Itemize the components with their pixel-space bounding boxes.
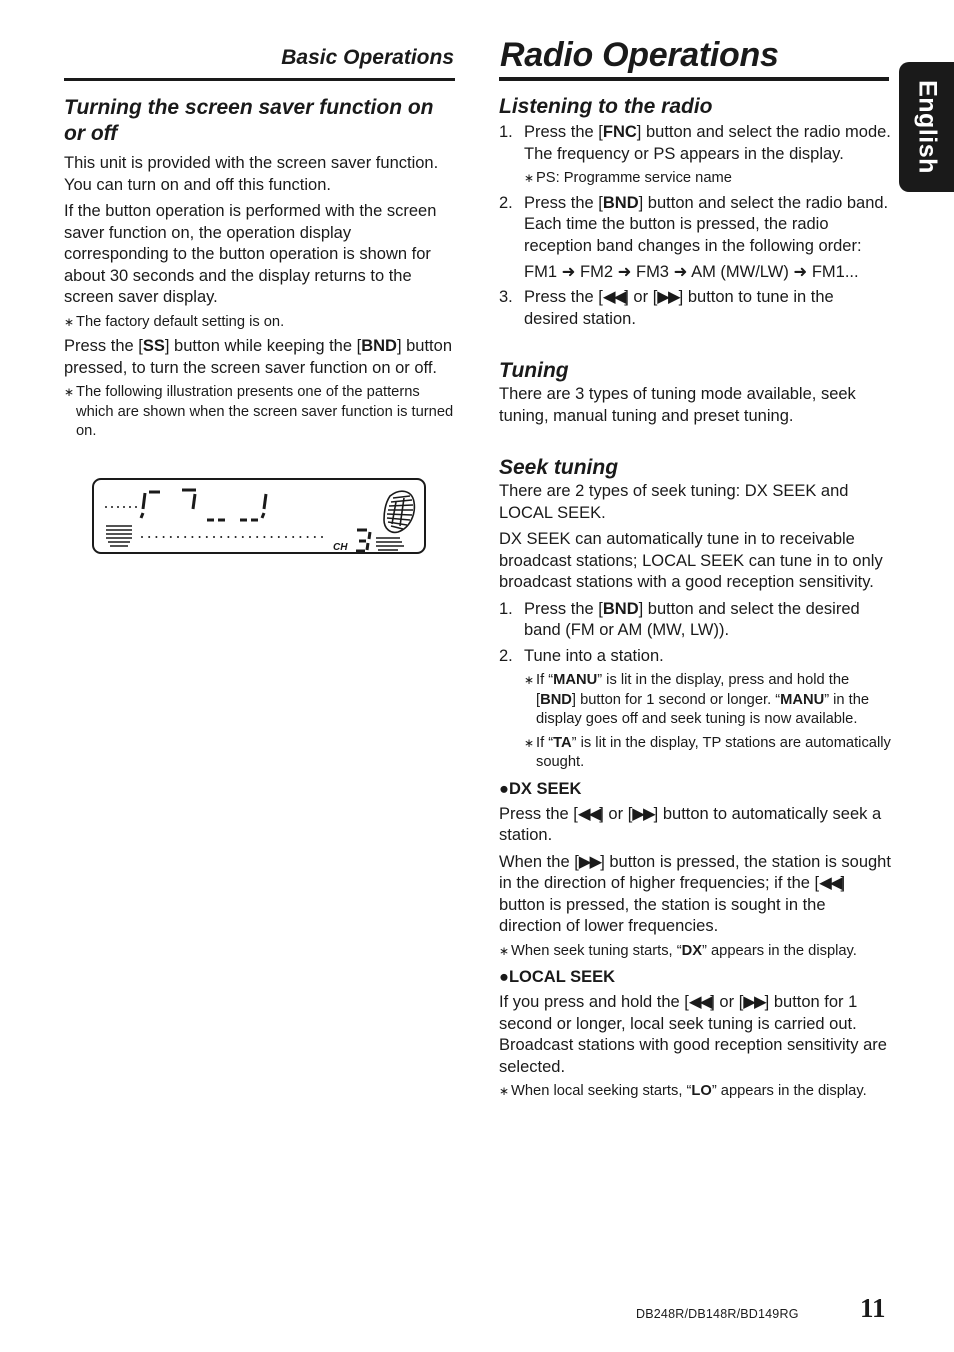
step-number: 2. [499,646,513,665]
step-number: 3. [499,288,513,306]
language-tab [899,62,954,192]
lcd-dot [148,536,150,538]
local-note: ∗ When local seeking starts, “LO” appears in the display. [499,1082,891,1102]
manu-label: MANU [780,691,825,708]
asterisk-icon: ∗ [524,171,535,185]
lcd-dot [163,536,165,538]
listening-heading: Listening to the radio [499,95,713,118]
tuning-para: There are 3 types of tuning mode available, seek tuning, manual tuning and preset tuning. [499,385,856,425]
lcd-dot [271,536,273,538]
asterisk-icon: ∗ [524,673,535,687]
bnd-button-label: BND [540,691,572,708]
ps-note [524,169,891,189]
step-number: 2. [499,193,513,212]
lcd-dot [292,536,294,538]
band-sequence: FM1 ➜ FM2 ➜ FM3 ➜ AM (MW/LW) ➜ FM1... [524,263,859,281]
lcd-dot [184,536,186,538]
seek-tuning-heading: Seek tuning [499,456,619,479]
next-seek-icon: ▶▶ [743,993,765,1011]
bnd-button-label: BND [602,193,639,212]
asterisk-icon: ∗ [524,735,535,750]
seek-step-2: 2. Tune into a station. [499,646,891,668]
lcd-dot [263,536,265,538]
dx-label: DX [681,942,703,959]
note-text: PS: Programme service name [536,170,732,186]
lcd-ch-label: CH [333,542,348,552]
lcd-dot [213,536,215,538]
note-text: The factory default setting is on. [76,313,285,330]
next-seek-icon: ▶▶ [578,852,601,871]
lcd-dot [285,536,287,538]
lcd-dot [227,536,229,538]
lcd-dot [278,536,280,538]
lo-label: LO [691,1083,712,1099]
asterisk-icon: ∗ [64,385,75,399]
next-seek-icon: ▶▶ [632,804,654,823]
dx-seek-para2: When the [▶▶] button is pressed, the station is sought in the direction of higher frequencies; if the [◀◀] button is pressed, the station is sought in the direction of lower frequencies. [499,852,891,935]
prev-seek-icon: ◀◀ [819,874,841,892]
prev-seek-icon: ◀◀ [577,804,600,823]
ss-button-label: SS [142,337,165,355]
next-seek-icon: ▶▶ [657,288,679,306]
dx-note: ∗ When seek tuning starts, “DX” appears in the display. [499,942,891,962]
illustration-note [64,383,456,442]
lcd-dot [242,536,244,538]
screen-saver-instruction: Press the [SS] button while keeping the [BND] button pressed, to turn the screen saver function on or off. [64,337,452,377]
listening-step-3: 3. Press the [◀◀] or [▶▶] button to tune in the desired station. [499,288,834,328]
screen-saver-para1: This unit is provided with the screen saver function. You can turn on and off this function. [64,154,439,194]
screen-saver-para2: If the button operation is performed with the screen saver function on, the operation display corresponding to the button operation is shown for about 30 seconds and the display returns to the screen saver display. [64,202,437,306]
lcd-dot [199,536,201,538]
ta-label: TA [553,734,572,751]
lcd-segment-graphic [94,480,424,552]
lcd-dot [155,536,157,538]
seek-para1: There are 2 types of seek tuning: DX SEEK and LOCAL SEEK. [499,482,849,522]
seek-para2: DX SEEK can automatically tune in to receivable broadcast stations; LOCAL SEEK can tune in to only broadcast stations with a good reception sensitivity. [499,530,883,591]
asterisk-icon: ∗ [499,943,510,958]
lcd-dot [177,536,179,538]
lcd-dot [191,536,193,538]
dx-seek-heading: ●DX SEEK [499,779,582,798]
lcd-dot [220,536,222,538]
header-rule-left [64,78,455,81]
manu-label: MANU [553,672,598,688]
asterisk-icon: ∗ [64,314,75,329]
tuning-heading: Tuning [499,359,569,382]
local-seek-para: If you press and hold the [◀◀] or [▶▶] button for 1 second or longer, local seek tuning is carried out. Broadcast stations with good reception sensitivity are selected. [499,993,887,1076]
section-header: Basic Operations [281,46,454,69]
header-rule-right [499,77,889,81]
bnd-button-label: BND [602,599,639,618]
lcd-dot [170,536,172,538]
factory-default-note [64,313,456,333]
model-number: DB248R/DB148R/BD149RG [636,1307,799,1321]
language-tab-label: English [913,80,941,174]
listening-step-2: 2. Press the [BND] button and select the radio band. Each time the button is pressed, the radio reception band changes in the following order: [499,193,889,255]
lcd-dot [256,536,258,538]
lcd-dot [314,536,316,538]
screen-saver-display-illustration [92,478,426,554]
page-title: Radio Operations [500,36,779,74]
ta-note: ∗ If “TA” is lit in the display, TP stations are automatically sought. [524,734,891,770]
listening-step-1: 1. Press the [FNC] button and select the radio mode. The frequency or PS appears in the display. [499,123,891,163]
lcd-dot [235,536,237,538]
step-number: 1. [499,599,513,618]
page-number: 11 [860,1293,886,1323]
prev-seek-icon: ◀◀ [602,288,625,306]
lcd-dot [299,536,301,538]
prev-seek-icon: ◀◀ [688,993,711,1011]
lcd-dot [141,536,143,538]
bnd-button-label: BND [361,337,397,355]
note-text: The following illustration presents one of the patterns which are shown when the screen saver function is turned on. [76,384,454,439]
radio-operations-content [499,94,891,1102]
step-number: 1. [499,123,513,141]
local-seek-heading: ●LOCAL SEEK [499,968,616,986]
screen-saver-heading: Turning the screen saver function on or off [64,96,434,145]
seek-step-1: 1. Press the [BND] button and select the desired band (FM or AM (MW, LW)). [499,599,860,639]
fnc-button-label: FNC [602,123,637,141]
lcd-dot [249,536,251,538]
asterisk-icon: ∗ [499,1084,510,1098]
manu-note: ∗ If “MANU” is lit in the display, press and hold the [BND] button for 1 second or longer. “MANU” in the display goes off and seek tuning is now available. [524,672,870,727]
screen-saver-section [64,95,456,442]
lcd-dot [321,536,323,538]
lcd-dot [206,536,208,538]
dx-seek-para1: Press the [◀◀] or [▶▶] button to automatically seek a station. [499,804,882,844]
lcd-dot [307,536,309,538]
